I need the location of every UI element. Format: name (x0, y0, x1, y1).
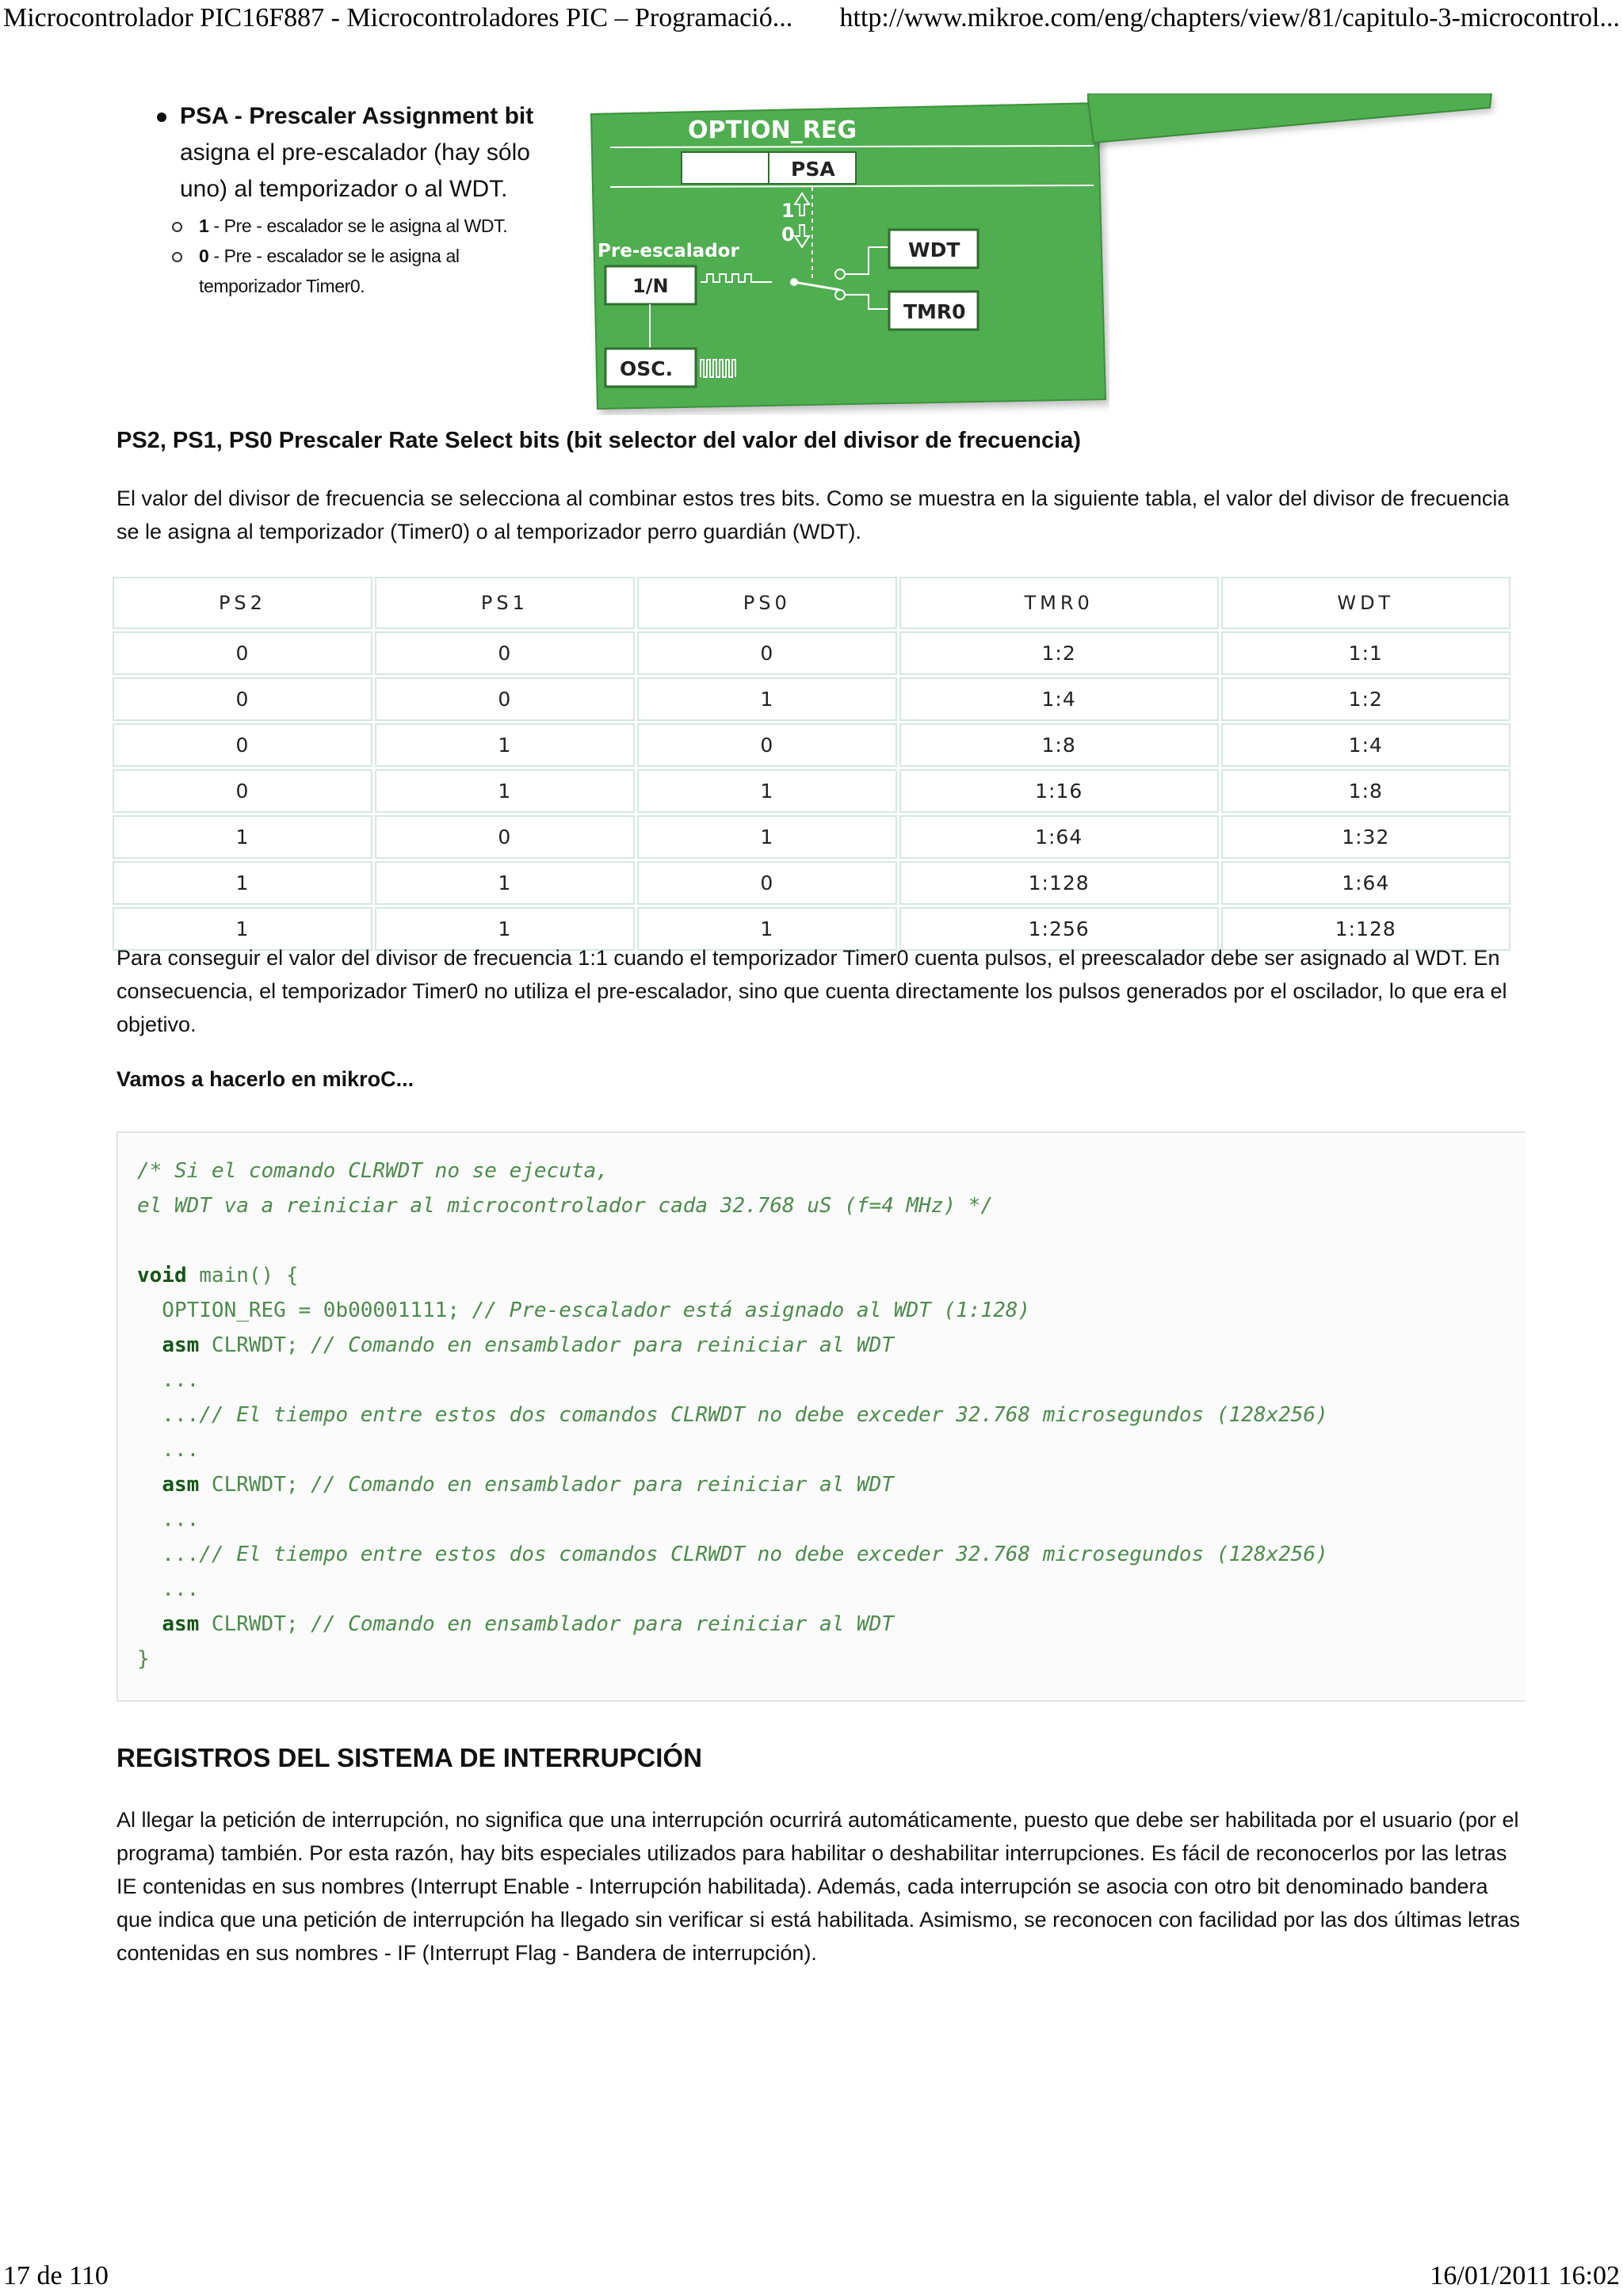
cell-ps0: 1 (637, 769, 897, 813)
cell-ps2: 0 (113, 677, 372, 721)
code-comment: el WDT va a reiniciar al microcontrolador cada 32.768 uS (f=4 MHz) */ (137, 1194, 994, 1218)
cell-wdt: 1:4 (1221, 723, 1510, 767)
lets-do-heading: Vamos a hacerlo en mikroC... (116, 1067, 414, 1091)
register-cell-left (682, 152, 769, 184)
code-text: ... (137, 1577, 200, 1601)
wdt-label: WDT (908, 238, 960, 261)
code-line (137, 1154, 609, 1188)
cell-ps1: 1 (375, 723, 635, 767)
cell-ps0: 0 (637, 861, 897, 905)
table-row (113, 631, 1510, 675)
table-row (113, 723, 1510, 767)
code-text: CLRWDT; (199, 1473, 311, 1497)
psa-option-text: - Pre - escalador se le asigna al temporizador Timer0. (199, 246, 460, 296)
cell-ps0: 1 (637, 677, 897, 721)
footer-page-count: 17 de 110 (3, 2261, 109, 2290)
cell-ps2: 1 (113, 861, 372, 905)
cell-tmr0: 1:64 (899, 815, 1219, 859)
code-block[interactable] (116, 1131, 1526, 1702)
bit-one-label: 1 (781, 200, 795, 222)
banner-shape (1087, 93, 1491, 143)
cell-ps1: 0 (375, 815, 635, 859)
option-reg-psa-diagram (586, 98, 1109, 415)
psa-desc: asigna el pre-escalador (hay sólo uno) al temporizador o al WDT. (180, 139, 530, 202)
psa-options (116, 211, 544, 301)
header-url: http://www.mikroe.com/eng/chapters/view/81/capitulo-3-microcontrol... (839, 3, 1620, 32)
code-line (137, 1293, 1030, 1328)
diagram-register-label: OPTION_REG (688, 116, 857, 144)
code-line (137, 1467, 894, 1502)
code-keyword: asm (162, 1612, 200, 1636)
code-line (137, 1432, 199, 1467)
code-text: OPTION_REG = 0b00001111; (137, 1299, 472, 1322)
after-table-paragraph: Para conseguir el valor del divisor de frecuencia 1:1 cuando el temporizador Timer0 cuenta pulsos, el preescalador debe ser asignado al WDT. En consecuencia, el temporizador Timer0 no utiliza el pre-escalador, sino que cuenta directamente los pulsos generados por el oscilador, lo que era el objetivo. (116, 946, 1507, 1036)
psa-option-bit: 1 (199, 215, 209, 236)
cell-ps0: 1 (637, 907, 897, 951)
header-ps0: PS0 (637, 577, 897, 629)
code-keyword: void (137, 1264, 187, 1287)
cell-ps0: 0 (637, 723, 897, 767)
code-text: } (137, 1647, 150, 1671)
code-line (137, 1642, 150, 1676)
psa-description (116, 98, 544, 301)
code-line (137, 1258, 299, 1293)
ps-section-intro: El valor del divisor de frecuencia se selecciona al combinar estos tres bits. Como se muestra en la siguiente tabla, el valor del divisor de frecuencia se le asigna al temporizador (Timer0) o al temporizador perro guardián (WDT). (116, 486, 1510, 543)
code-comment: // Comando en ensamblador para reiniciar al WDT (311, 1333, 894, 1357)
circle-bullet-icon (172, 252, 182, 262)
cell-wdt: 1:32 (1221, 815, 1510, 859)
code-comment: /* Si el comando CLRWDT no se ejecuta, (137, 1159, 609, 1183)
cell-wdt: 1:1 (1221, 631, 1510, 675)
cell-ps2: 0 (113, 631, 372, 675)
cell-ps2: 0 (113, 769, 372, 813)
bullet-dot-icon (157, 113, 166, 122)
code-line (137, 1188, 993, 1223)
ps-section-title: PS2, PS1, PS0 Prescaler Rate Select bits (bit selector del valor del divisor de frecuencia) (116, 428, 1081, 453)
table-row (113, 769, 1510, 813)
table-header-row (113, 577, 1510, 629)
psa-bullet (116, 98, 544, 208)
code-indent (137, 1473, 162, 1497)
psa-title: PSA - Prescaler Assignment bit (180, 103, 534, 129)
cell-tmr0: 1:8 (899, 723, 1219, 767)
code-line (137, 1398, 1328, 1432)
code-keyword: asm (162, 1333, 200, 1357)
prescaler-rate-table (110, 574, 1513, 953)
bit-zero-label: 0 (781, 223, 795, 246)
print-header (0, 3, 1623, 33)
cell-wdt: 1:2 (1221, 677, 1510, 721)
prescaler-label: Pre-escalador (598, 241, 739, 261)
code-line (137, 1328, 894, 1363)
print-footer (0, 2261, 1623, 2291)
tmr0-label: TMR0 (903, 300, 966, 323)
code-comment: // Comando en ensamblador para reiniciar al WDT (311, 1612, 894, 1636)
interrupt-section-body: Al llegar la petición de interrupción, no significa que una interrupción ocurrirá automáticamente, puesto que debe ser habilitada por el usuario (por el programa) también. Por esta razón, hay bits especiales utilizados para habilitar o deshabilitar interrupciones. Es fácil de reconocerlos por las letras IE contenidas en sus nombres (Interrupt Enable - Interrupción habilitada). Además, cada interrupción se asocia con otro bit denominado bandera que indica que una petición de interrupción ha llegado sin verificar si está habilitada. Asimismo, se reconocen con facilidad por las dos últimas letras contenidas en sus nombres - IF (Interrupt Flag - Bandera de interrupción). (116, 1808, 1520, 1965)
ratio-label: 1/N (632, 275, 669, 297)
cell-wdt: 1:128 (1221, 907, 1510, 951)
code-text: ... (137, 1368, 200, 1392)
cell-ps2: 0 (113, 723, 372, 767)
table-row (113, 815, 1510, 859)
cell-wdt: 1:8 (1221, 769, 1510, 813)
circle-bullet-icon (172, 222, 182, 232)
header-ps2: PS2 (113, 577, 372, 629)
psa-option-text: - Pre - escalador se le asigna al WDT. (208, 215, 508, 236)
code-line (137, 1572, 199, 1607)
footer-timestamp: 16/01/2011 16:02 (1430, 2261, 1620, 2290)
code-line (137, 1502, 199, 1537)
cell-ps0: 0 (637, 631, 897, 675)
cell-wdt: 1:64 (1221, 861, 1510, 905)
header-page-title: Microcontrolador PIC16F887 - Microcontroladores PIC – Programació... (3, 3, 793, 32)
code-comment: // Comando en ensamblador para reiniciar al WDT (311, 1473, 894, 1497)
header-wdt: WDT (1221, 577, 1510, 629)
code-comment: // Pre-escalador está asignado al WDT (1:128) (472, 1299, 1031, 1322)
osc-label: OSC. (620, 357, 674, 380)
code-text: CLRWDT; (199, 1612, 311, 1636)
code-text: ... (137, 1543, 200, 1566)
code-comment: // El tiempo entre estos dos comandos CLRWDT no debe exceder 32.768 microsegundos (128x256) (199, 1543, 1328, 1566)
code-keyword: asm (162, 1473, 200, 1497)
interrupt-section-title: REGISTROS DEL SISTEMA DE INTERRUPCIÓN (116, 1743, 702, 1772)
cell-ps1: 0 (375, 631, 635, 675)
code-indent (137, 1612, 162, 1636)
psa-option-1 (116, 211, 544, 241)
code-line (137, 1537, 1328, 1572)
cell-ps1: 0 (375, 677, 635, 721)
code-comment: // El tiempo entre estos dos comandos CLRWDT no debe exceder 32.768 microsegundos (128x256) (199, 1403, 1328, 1427)
table-row (113, 861, 1510, 905)
cell-tmr0: 1:16 (899, 769, 1219, 813)
cell-ps1: 1 (375, 861, 635, 905)
code-text: CLRWDT; (199, 1333, 311, 1357)
switch-pivot (790, 278, 798, 286)
code-text: ... (137, 1508, 200, 1531)
table-row (113, 677, 1510, 721)
code-text: main() { (186, 1264, 299, 1287)
psa-cell-label: PSA (791, 158, 835, 181)
header-tmr0: TMR0 (899, 577, 1219, 629)
cell-tmr0: 1:2 (899, 631, 1219, 675)
cell-tmr0: 1:128 (899, 861, 1219, 905)
code-line (137, 1607, 894, 1642)
cell-ps1: 1 (375, 907, 635, 951)
code-line (137, 1363, 199, 1398)
cell-ps1: 1 (375, 769, 635, 813)
cell-ps2: 1 (113, 907, 372, 951)
psa-option-bit: 0 (199, 246, 209, 266)
cell-ps2: 1 (113, 815, 372, 859)
cell-tmr0: 1:4 (899, 677, 1219, 721)
psa-option-0 (116, 241, 544, 301)
code-text: ... (137, 1438, 200, 1462)
header-ps1: PS1 (375, 577, 635, 629)
code-text: ... (137, 1403, 200, 1427)
cell-ps0: 1 (637, 815, 897, 859)
green-banner-graphic (1087, 93, 1499, 153)
code-indent (137, 1333, 162, 1357)
cell-tmr0: 1:256 (899, 907, 1219, 951)
